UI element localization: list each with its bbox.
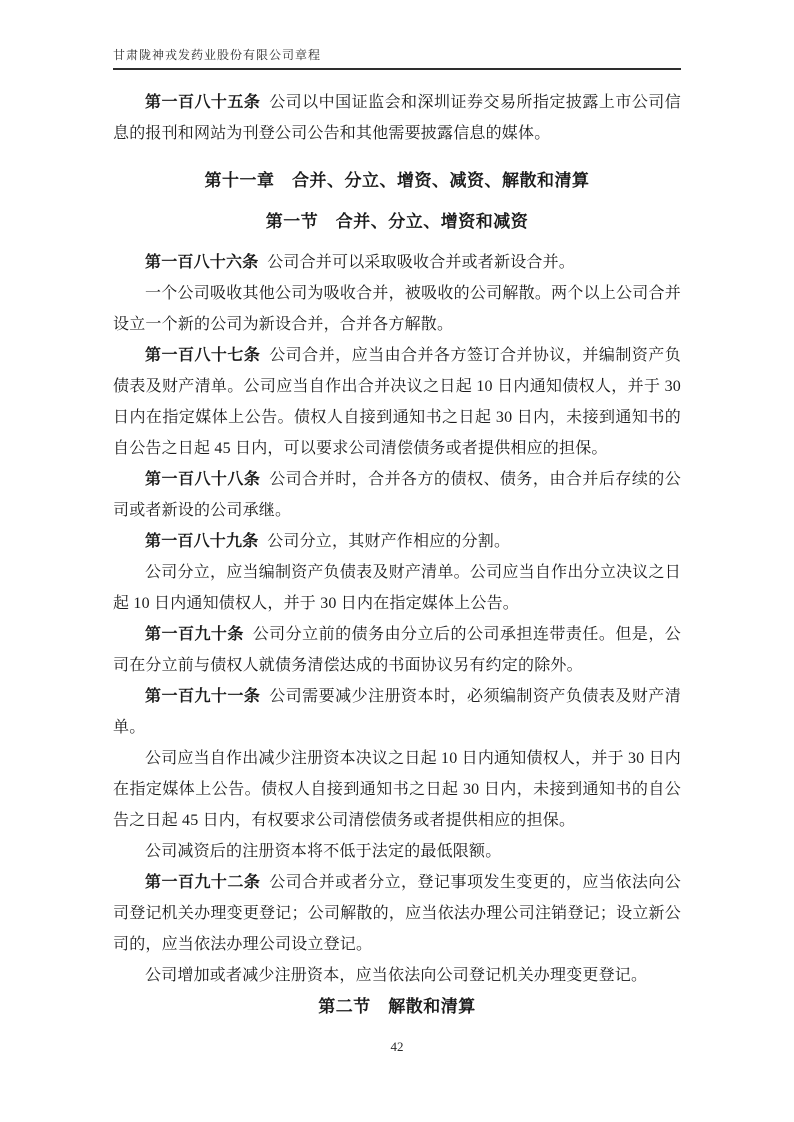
body-paragraph: 公司分立，应当编制资产负债表及财产清单。公司应当自作出分立决议之日起 10 日内通知债权人，并于 30 日内在指定媒体上公告。	[113, 564, 681, 612]
article-number: 第一百九十一条	[145, 688, 261, 705]
header-company-title: 甘肃陇神戎发药业股份有限公司章程	[113, 48, 322, 62]
article-text: 公司分立，其财产作相应的分割。	[267, 533, 511, 550]
article-text: 公司分立前的债务由分立后的公司承担连带责任。但是，公司在分立前与债权人就债务清偿达成的书面协议另有约定的除外。	[113, 626, 681, 674]
article-text: 公司合并可以采取吸收合并或者新设合并。	[267, 254, 576, 271]
body-paragraph: 公司增加或者减少注册资本，应当依法向公司登记机关办理变更登记。	[145, 967, 648, 984]
document-body	[113, 70, 681, 1022]
article-number: 第一百八十七条	[145, 347, 261, 364]
article-number: 第一百八十八条	[145, 471, 261, 488]
running-header	[113, 0, 681, 70]
article-paragraph	[113, 619, 681, 681]
article-number: 第一百九十条	[145, 626, 244, 643]
article-paragraph	[113, 87, 681, 149]
article-paragraph	[113, 867, 681, 960]
section-heading: 第一节 合并、分立、增资和减资	[265, 212, 529, 231]
article-text: 公司合并，应当由合并各方签订合并协议，并编制资产负债表及财产清单。公司应当自作出合并决议之日起 10 日内通知债权人，并于 30 日内在指定媒体上公告。债权人自接到通知书之日起 30 日内，未接到通知书的自公告之日起 45 日内，可以要求公司清偿债务或者提供相应的担保。	[113, 347, 681, 457]
article-number: 第一百八十五条	[145, 94, 261, 111]
page-number: 42	[390, 1039, 404, 1054]
article-paragraph	[113, 340, 681, 464]
article-text: 公司以中国证监会和深圳证券交易所指定披露上市公司信息的报刊和网站为刊登公司公告和其他需要披露信息的媒体。	[113, 94, 681, 142]
chapter-heading: 第十一章 合并、分立、增资、减资、解散和清算	[204, 171, 590, 190]
article-number: 第一百九十二条	[145, 874, 261, 891]
article-text: 公司需要减少注册资本时，必须编制资产负债表及财产清单。	[113, 688, 681, 736]
article-text: 公司合并或者分立，登记事项发生变更的，应当依法向公司登记机关办理变更登记；公司解散的，应当依法办理公司注销登记；设立新公司的，应当依法办理公司设立登记。	[113, 874, 681, 953]
article-paragraph	[113, 464, 681, 526]
page-footer	[0, 1038, 794, 1056]
body-paragraph: 公司应当自作出减少注册资本决议之日起 10 日内通知债权人，并于 30 日内在指定媒体上公告。债权人自接到通知书之日起 30 日内，未接到通知书的自公告之日起 45 日内，有权要求公司清偿债务或者提供相应的担保。	[113, 750, 681, 829]
article-paragraph	[113, 526, 681, 557]
article-text: 公司合并时，合并各方的债权、债务，由合并后存续的公司或者新设的公司承继。	[113, 471, 681, 519]
article-paragraph	[113, 247, 681, 278]
body-paragraph: 公司减资后的注册资本将不低于法定的最低限额。	[145, 843, 502, 860]
article-number: 第一百八十六条	[145, 254, 259, 271]
article-paragraph	[113, 681, 681, 743]
article-number: 第一百八十九条	[145, 533, 259, 550]
section-heading: 第二节 解散和清算	[318, 997, 476, 1016]
body-paragraph: 一个公司吸收其他公司为吸收合并，被吸收的公司解散。两个以上公司合并设立一个新的公司为新设合并，合并各方解散。	[113, 285, 681, 333]
